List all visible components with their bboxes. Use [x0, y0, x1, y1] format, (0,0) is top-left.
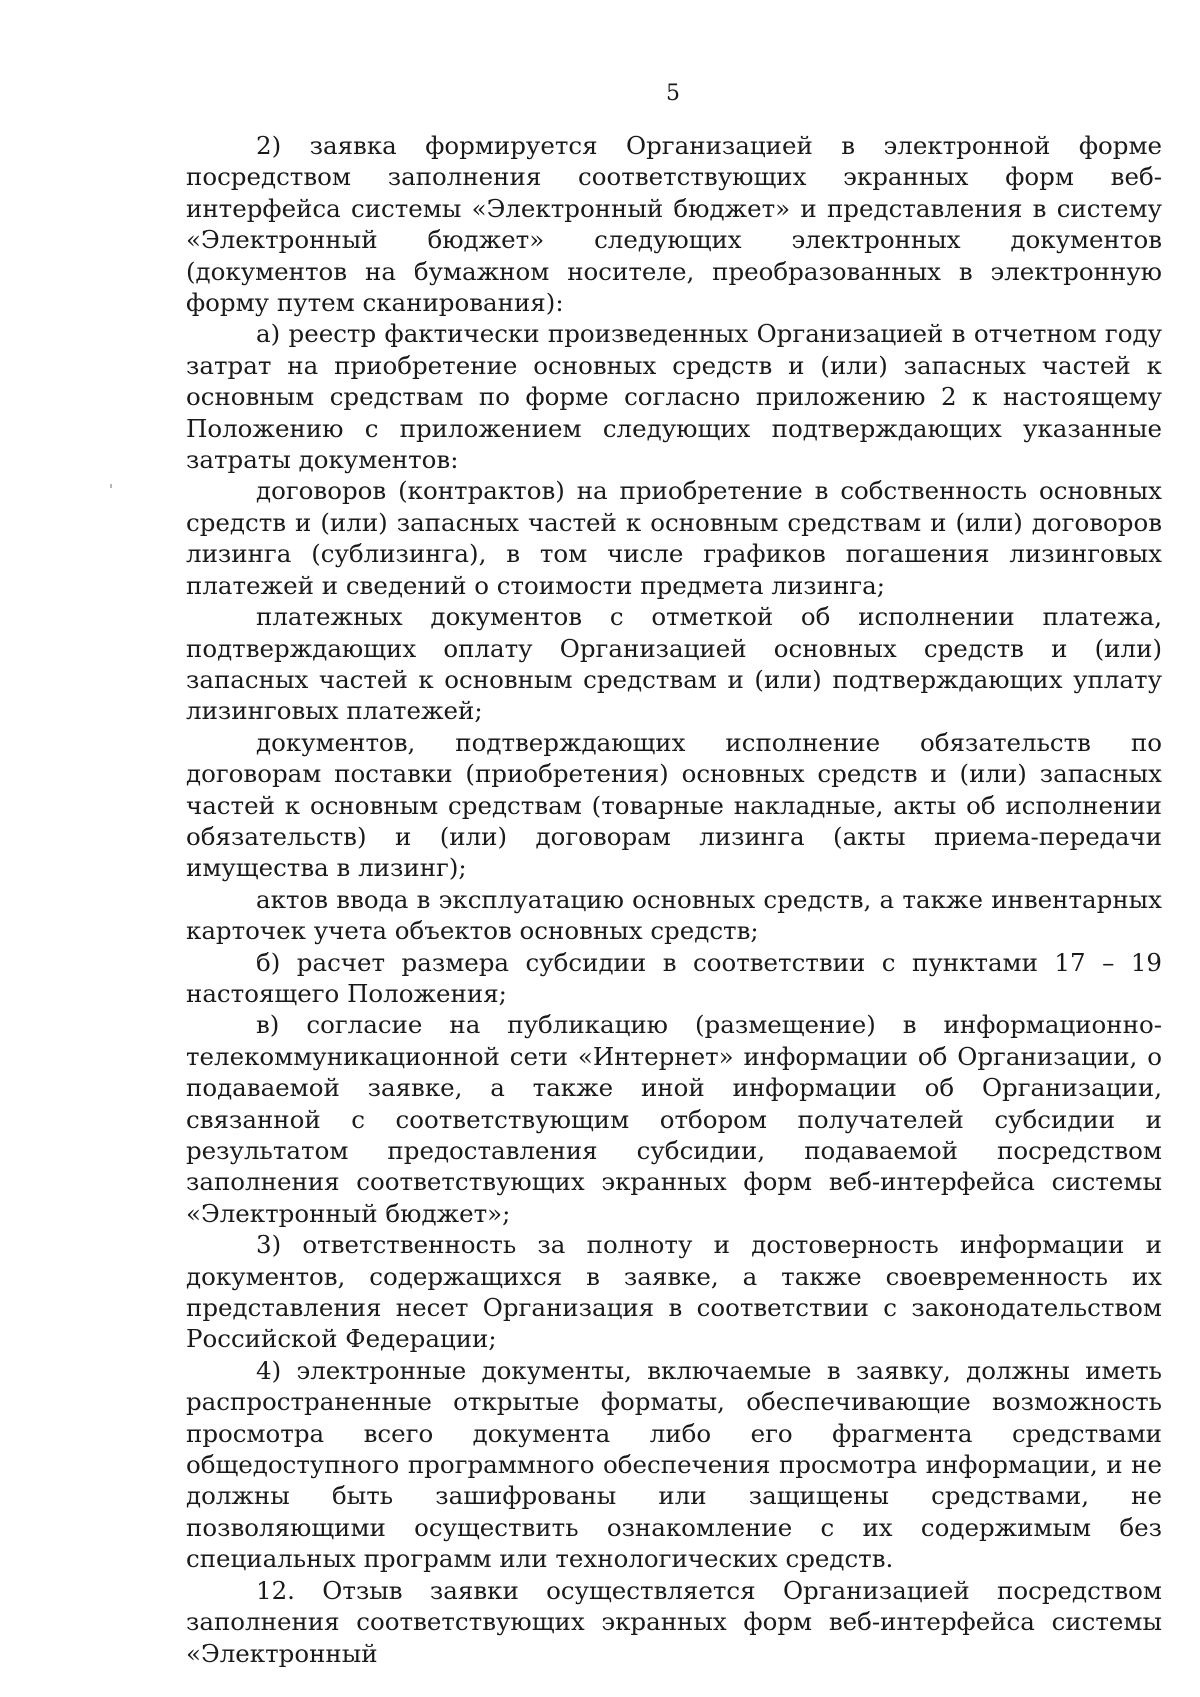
scan-margin-mark [110, 484, 112, 488]
paragraph-subitem-a: а) реестр фактически произведенных Организацией в отчетном году затрат на приобретение основных средств и (или) запасных частей к основным средствам по форме согласно приложению 2 к настоящему Положению с приложением следующих подтверждающих указанные затраты документов: [186, 319, 1162, 475]
page-number: 5 [666, 81, 680, 106]
paragraph-contracts: договоров (контрактов) на приобретение в собственность основных средств и (или) запасных частей к основным средствам и (или) договоров лизинга (сублизинга), в том числе графиков погашения лизинговых платежей и сведений о стоимости предмета лизинга; [186, 476, 1162, 600]
paragraph-subitem-b: б) расчет размера субсидии в соответствии с пунктами 17 – 19 настоящего Положения; [186, 947, 1162, 1008]
paragraph-item-3: 3) ответственность за полноту и достоверность информации и документов, содержащихся в заявке, а также своевременность их представления несет Организация в соответствии с законодательством Российской Федерации; [186, 1230, 1162, 1354]
paragraph-subitem-v: в) согласие на публикацию (размещение) в информационно-телекоммуникационной сети «Интернет» информации об Организации, о подаваемой заявке, а также иной информации об Организации, связанной с соответствующим отбором получателей субсидии и результатом предоставления субсидии, подаваемой посредством заполнения соответствующих экранных форм веб-интерфейса системы «Электронный бюджет»; [186, 1010, 1162, 1228]
paragraph-obligation-documents: документов, подтверждающих исполнение обязательств по договорам поставки (приобретения) основных средств и (или) запасных частей к основным средствам (товарные накладные, акты об исполнении обязательств) и (или) договорам лизинга (акты приема-передачи имущества в лизинг); [186, 727, 1162, 883]
paragraph-payment-documents: платежных документов с отметкой об исполнении платежа, подтверждающих оплату Организацией основных средств и (или) запасных частей к основным средствам и (или) подтверждающих уплату лизинговых платежей; [186, 602, 1162, 726]
paragraph-section-12: 12. Отзыв заявки осуществляется Организацией посредством заполнения соответствующих экранных форм веб-интерфейса системы «Электронный [186, 1575, 1162, 1668]
paragraph-item-2: 2) заявка формируется Организацией в электронной форме посредством заполнения соответствующих экранных форм веб-интерфейса системы «Электронный бюджет» и представления в систему «Электронный бюджет» следующих электронных документов (документов на бумажном носителе, преобразованных в электронную форму путем сканирования): [186, 131, 1162, 318]
document-body [186, 130, 1162, 1669]
paragraph-commissioning-acts: актов ввода в эксплуатацию основных средств, а также инвентарных карточек учета объектов основных средств; [186, 884, 1162, 946]
paragraph-item-4: 4) электронные документы, включаемые в заявку, должны иметь распространенные открытые форматы, обеспечивающие возможность просмотра всего документа либо его фрагмента средствами общедоступного программного обеспечения просмотра информации, и не должны быть зашифрованы или защищены средствами, не позволяющими осуществить ознакомление с их содержимым без специальных программ или технологических средств. [186, 1355, 1162, 1574]
